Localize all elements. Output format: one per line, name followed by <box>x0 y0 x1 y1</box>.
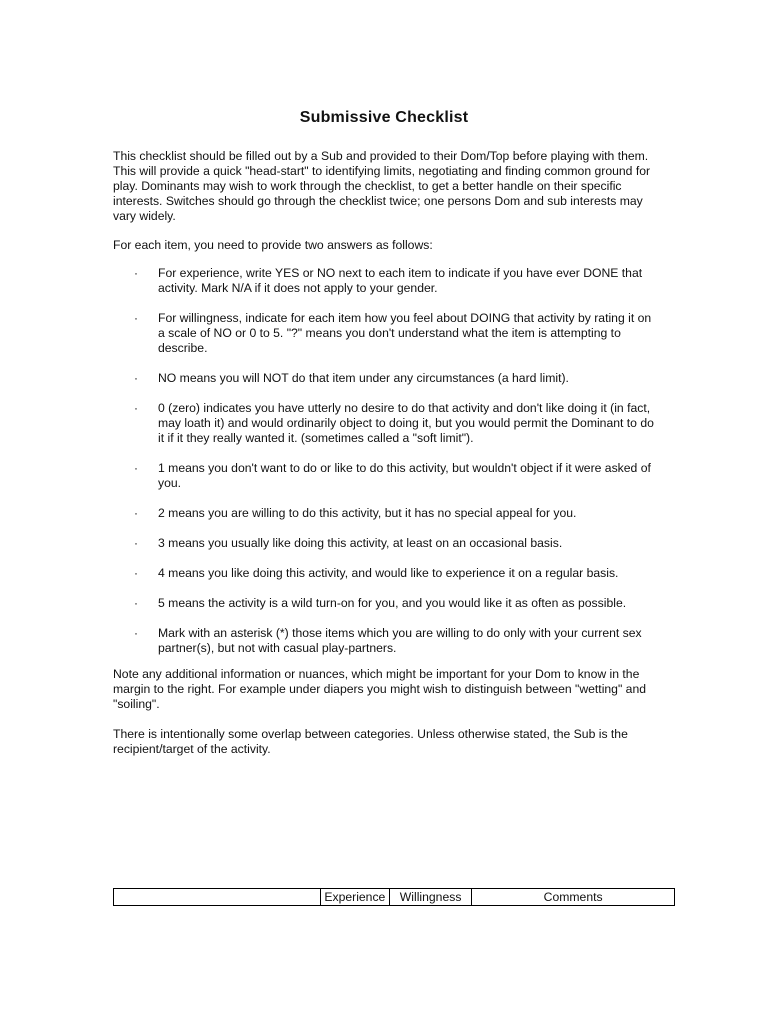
bullet-marker: · <box>134 401 138 415</box>
header-willingness: Willingness <box>389 889 471 906</box>
list-item <box>113 536 658 551</box>
lead-in-paragraph: For each item, you need to provide two answers as follows: <box>113 238 433 252</box>
list-item <box>113 266 658 296</box>
list-item <box>113 311 658 356</box>
bullet-marker: · <box>134 371 138 385</box>
list-item <box>113 506 658 521</box>
list-item <box>113 626 658 656</box>
list-item-text: For experience, write YES or NO next to each item to indicate if you have ever DONE that activity. Mark N/A if it does not apply to your gender. <box>158 266 643 295</box>
bullet-marker: · <box>134 311 138 325</box>
list-item-text: NO means you will NOT do that item under any circumstances (a hard limit). <box>158 371 569 385</box>
list-item-text: 0 (zero) indicates you have utterly no desire to do that activity and don't like doing it (in fact, may loath it) and would ordinarily object to doing it, but you would permit the Dominant to do it if it they really wanted it. (sometimes called a "soft limit"). <box>158 401 654 445</box>
overlap-paragraph: There is intentionally some overlap between categories. Unless otherwise stated, the Sub is the recipient/target of the activity. <box>113 727 628 756</box>
checklist-table <box>113 888 675 906</box>
note-paragraph: Note any additional information or nuances, which might be important for your Dom to know in the margin to the right. For example under diapers you might wish to distinguish between "wetting" and "soiling". <box>113 667 647 711</box>
list-item-text: 5 means the activity is a wild turn-on for you, and you would like it as often as possible. <box>158 596 627 610</box>
header-comments: Comments <box>472 889 675 906</box>
intro-paragraph: This checklist should be filled out by a Sub and provided to their Dom/Top before playing with them. This will provide a quick "head-start" to identifying limits, negotiating and finding common ground for play. Dominants may wish to work through the checklist, to get a better handle on their specific interests. Switches should go through the checklist twice; one persons Dom and sub interests may vary widely. <box>113 149 651 223</box>
list-item-text: 3 means you usually like doing this activity, at least on an occasional basis. <box>158 536 563 550</box>
list-item <box>113 461 658 491</box>
page-title: Submissive Checklist <box>299 109 469 126</box>
list-item <box>113 371 658 386</box>
bullet-marker: · <box>134 626 138 640</box>
list-item <box>113 566 658 581</box>
list-item-text: 1 means you don't want to do or like to do this activity, but wouldn't object if it were asked of you. <box>158 461 651 490</box>
bullet-marker: · <box>134 536 138 550</box>
list-item-text: 2 means you are willing to do this activity, but it has no special appeal for you. <box>158 506 577 520</box>
table-header-row <box>114 889 675 906</box>
list-item-text: For willingness, indicate for each item how you feel about DOING that activity by rating it on a scale of NO or 0 to 5. "?" means you don't understand what the item is attempting to describe. <box>158 311 652 355</box>
list-item <box>113 401 658 446</box>
bullet-marker: · <box>134 266 138 280</box>
bullet-marker: · <box>134 461 138 475</box>
list-item-text: 4 means you like doing this activity, and would like to experience it on a regular basis. <box>158 566 619 580</box>
bullet-marker: · <box>134 506 138 520</box>
header-item <box>114 889 321 906</box>
bullet-marker: · <box>134 596 138 610</box>
instruction-list <box>113 266 658 671</box>
header-experience: Experience <box>320 889 389 906</box>
list-item <box>113 596 658 611</box>
list-item-text: Mark with an asterisk (*) those items which you are willing to do only with your current sex partner(s), but not with casual play-partners. <box>158 626 642 655</box>
bullet-marker: · <box>134 566 138 580</box>
